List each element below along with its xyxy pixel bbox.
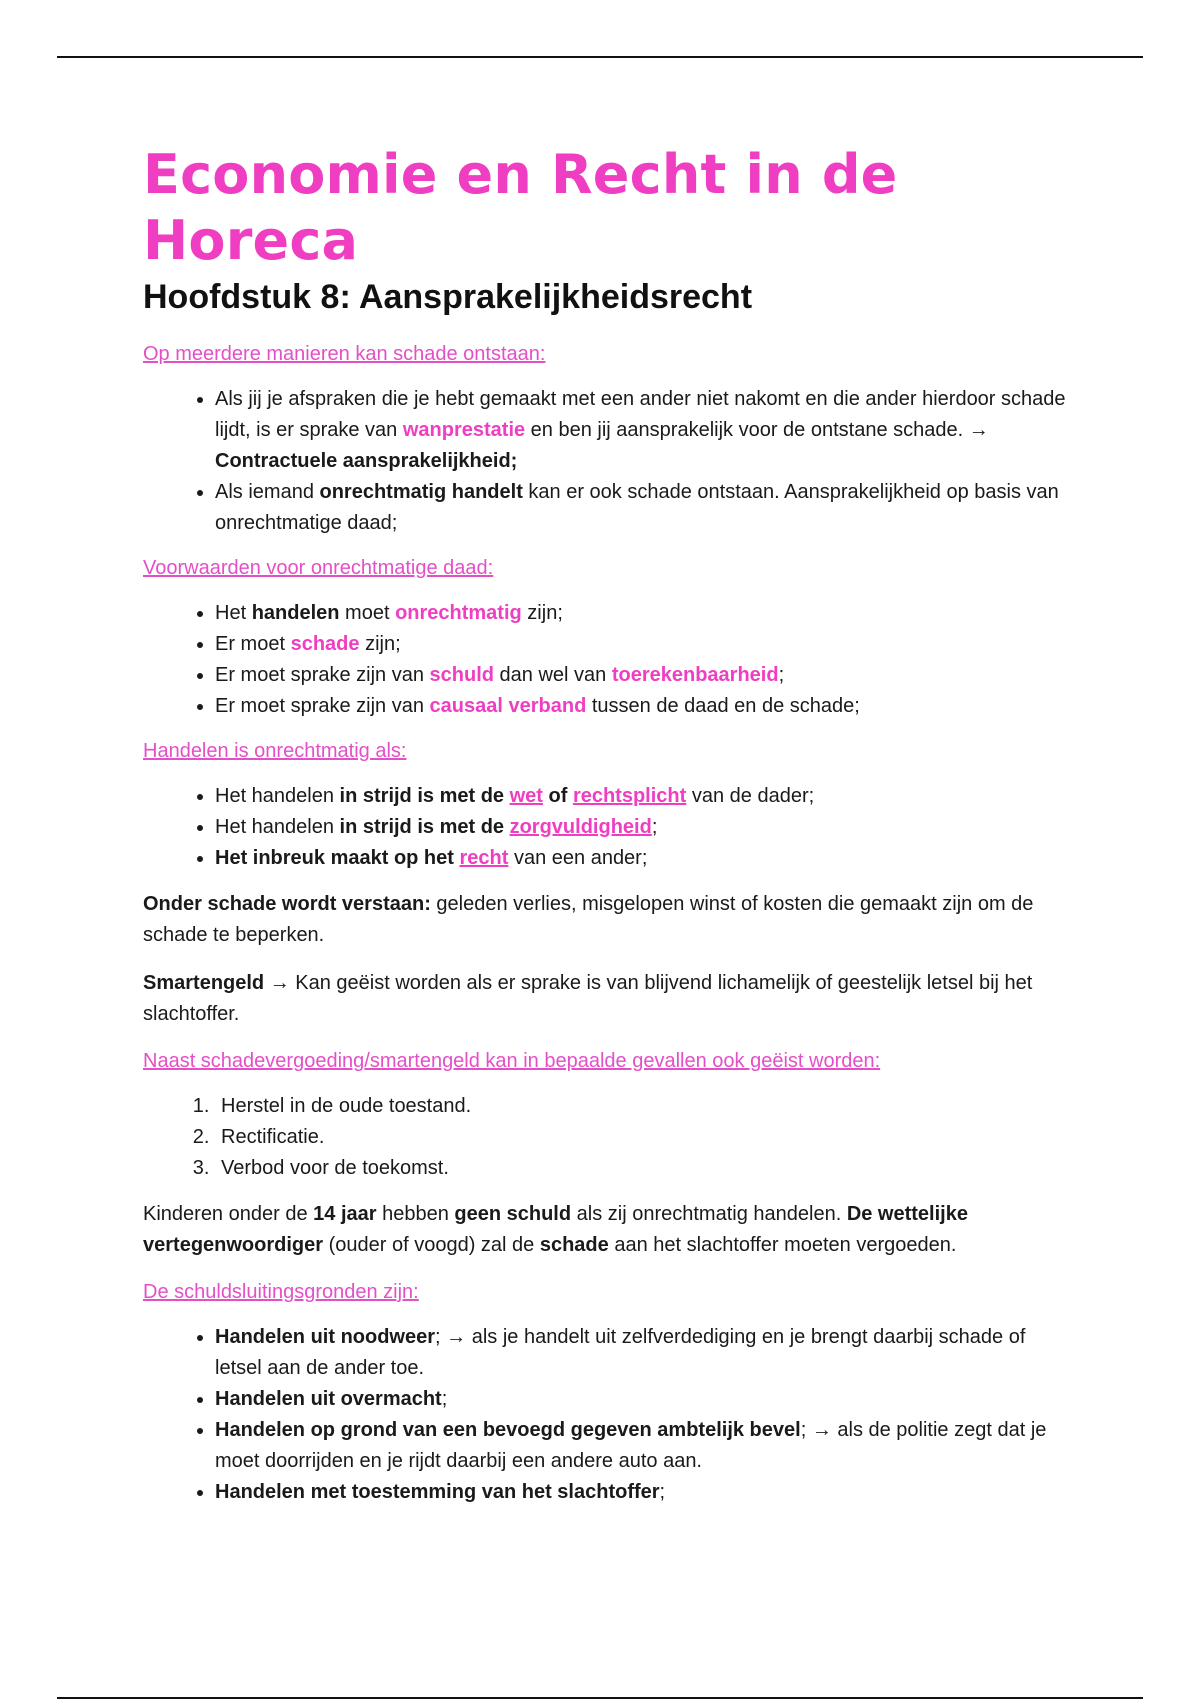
list-item: 2. Rectificatie. (215, 1122, 1068, 1153)
list-item: • Handelen met toestemming van het slachtoffer; (215, 1477, 1068, 1508)
section-heading-schuldsluitingsgronden: De schuldsluitingsgronden zijn: (143, 1281, 419, 1303)
bottom-rule (57, 1697, 1143, 1699)
document-title: Economie en Recht in de Horeca (143, 143, 898, 272)
list-item: • Het handelen in strijd is met de wet of rechtsplicht van de dader; (215, 781, 1068, 812)
section-heading-eisen: Naast schadevergoeding/smartengeld kan in bepaalde gevallen ook geëist worden: (143, 1050, 881, 1072)
document-body (143, 142, 1068, 1523)
list-item: 1. Herstel in de oude toestand. (215, 1091, 1068, 1122)
list-item: • Er moet sprake zijn van causaal verband tussen de daad en de schade; (215, 691, 1068, 722)
list-onrechtmatig (143, 781, 1068, 874)
paragraph-smartengeld: Smartengeld → Kan geëist worden als er sprake is van blijvend lichamelijk of geestelijk letsel bij het slachtoffer. (143, 972, 1033, 1025)
list-item: • Er moet schade zijn; (215, 629, 1068, 660)
paragraph-schade-definitie: Onder schade wordt verstaan: geleden verlies, misgelopen winst of kosten die gemaakt zijn om de schade te beperken. (143, 893, 1034, 946)
arrow-right-icon: → (968, 419, 989, 441)
section-heading-onrechtmatig: Handelen is onrechtmatig als: (143, 740, 407, 762)
list-item: • Er moet sprake zijn van schuld dan wel van toerekenbaarheid; (215, 660, 1068, 691)
list-schade-ontstaan (143, 384, 1068, 539)
list-eisen (143, 1091, 1068, 1184)
top-rule (57, 56, 1143, 58)
section-heading-voorwaarden: Voorwaarden voor onrechtmatige daad: (143, 557, 494, 579)
list-item: • Het handelen in strijd is met de zorgvuldigheid; (215, 812, 1068, 843)
list-item: • Handelen op grond van een bevoegd gegeven ambtelijk bevel; → als de politie zegt dat je moet doorrijden en je rijdt daarbij een andere auto aan. (215, 1415, 1068, 1477)
list-item: • Het inbreuk maakt op het recht van een ander; (215, 843, 1068, 874)
list-item: 3. Verbod voor de toekomst. (215, 1153, 1068, 1184)
list-item: • Handelen uit overmacht; (215, 1384, 1068, 1415)
list-item: • Het handelen moet onrechtmatig zijn; (215, 598, 1068, 629)
chapter-title: Hoofdstuk 8: Aansprakelijkheidsrecht (143, 278, 753, 316)
paragraph-kinderen: Kinderen onder de 14 jaar hebben geen schuld als zij onrechtmatig handelen. De wettelijke vertegenwoordiger (ouder of voogd) zal de schade aan het slachtoffer moeten vergoeden. (143, 1203, 968, 1256)
list-schuldsluitingsgronden (143, 1322, 1068, 1508)
section-heading-schade: Op meerdere manieren kan schade ontstaan: (143, 343, 546, 365)
arrow-right-icon: → (264, 972, 290, 994)
list-voorwaarden (143, 598, 1068, 722)
list-item: • Als jij je afspraken die je hebt gemaakt met een ander niet nakomt en die ander hierdoor schade lijdt, is er sprake van wanprestatie en ben jij aansprakelijk voor de ontstane schade. → Contractuele aansprakelijkheid; (215, 384, 1068, 477)
list-item: • Handelen uit noodweer; → als je handelt uit zelfverdediging en je brengt daarbij schade of letsel aan de ander toe. (215, 1322, 1068, 1384)
list-item: • Als iemand onrechtmatig handelt kan er ook schade ontstaan. Aansprakelijkheid op basis van onrechtmatige daad; (215, 477, 1068, 539)
